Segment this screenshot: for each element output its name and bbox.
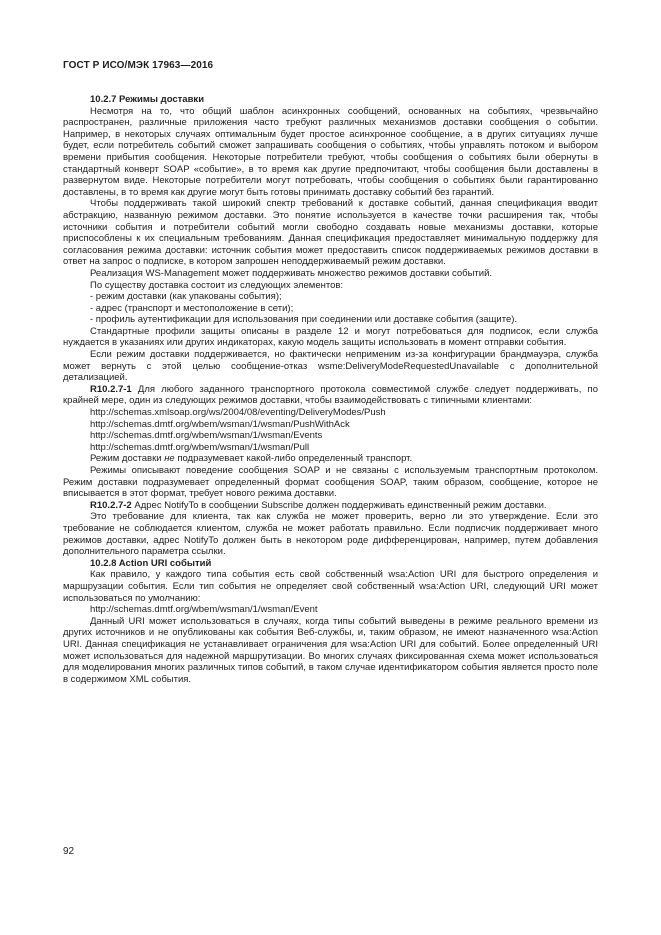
paragraph: Стандартные профили защиты описаны в разделе 12 и могут потребоваться для подписок, если служба нуждается в указаниях или других индикаторах, какую модель защиты использовать в момент отправки события. — [63, 325, 598, 349]
list-item: - профиль аутентификации для использования при соединении или доставке события (защите). — [90, 314, 518, 326]
page-number: 92 — [63, 846, 75, 857]
url-line: http://schemas.dmtf.org/wbem/wsman/1/wsman/Event — [90, 604, 318, 616]
requirement-text: Для любого заданного транспортного протокола совместимой службе следует поддерживать, по крайней мере, один из следующих режимов доставки, чтобы взаимодействовать с типичными клиентами: — [63, 383, 598, 407]
requirement-paragraph — [63, 500, 598, 512]
paragraph: По существу доставка состоит из следующих элементов: — [90, 279, 344, 291]
url-line: http://schemas.xmlsoap.org/ws/2004/08/eventing/DeliveryModes/Push — [90, 407, 386, 419]
paragraph: Это требование для клиента, так как служба не может проверить, верно ли это утверждение. Если это требование не соблюдается клиентом, служба не может работать правильно. Если подписчик поддерживает много режимов доставки, адрес NotifyTo должен быть в некотором роде дифференцирован, например, путем добавления дополнительного параметра ссылки. — [63, 511, 598, 558]
document-header: ГОСТ Р ИСО/МЭК 17963—2016 — [63, 60, 214, 71]
requirement-label: R10.2.7-2 — [90, 499, 132, 511]
paragraph: Если режим доставки поддерживается, но фактически неприменим из-за конфигурации брандмауэра, служба может вернуть с этой целью сообщение-отказ wsme:DeliveryModeRequestedUnavailable с дополнительной детализацией. — [63, 349, 598, 384]
url-line: http://schemas.dmtf.org/wbem/wsman/1/wsman/Pull — [90, 441, 310, 453]
text-run: подразумевает какой-либо определенный транспорт. — [174, 453, 413, 465]
paragraph: Чтобы поддерживать такой широкий спектр требований к доставке событий, данная спецификация вводит абстракцию, названную режимом доставки. Это понятие используется в качестве точки расширения так, чтобы источники события и потребители событий могли свободно создавать новые механизмы доставки, которые приспособлены к их специальным требованиям. Данная спецификация предоставляет минимальную поддержку для согласования режима доставки: источник события может предоставить список поддерживаемых режимов доставки в ответ на запрос о подписке, в котором запрошен неподдерживаемый режим доставки. — [63, 198, 598, 268]
paragraph: Как правило, у каждого типа события есть свой собственный wsa:Action URI для быстрого определения и маршрузации события. Если тип события не определяет свой собственный wsa:Action URI, следующий URI может использоваться по умолчанию: — [63, 569, 598, 604]
requirement-text: Адрес NotifyTo в сообщении Subscribe должен поддерживать единственный режим доставки. — [131, 499, 547, 511]
section-heading-10-2-8: 10.2.8 Action URI событий — [90, 557, 212, 569]
section-heading-10-2-7: 10.2.7 Режимы доставки — [90, 94, 205, 105]
list-item: - режим доставки (как упакованы события); — [90, 291, 282, 303]
requirement-label: R10.2.7-1 — [90, 383, 132, 395]
paragraph: Данный URI может использоваться в случаях, когда типы событий выведены в режиме реального времени из других источников и не опубликованы как события Веб-службы, и, таким образом, не имеют назначенного wsa:Action URI. Данная спецификация не устанавливает ограничения для wsa:Action URI для событий. Более определенный URI может использоваться для надежной маршрутизации. Во многих случаях фиксированная схема может использоваться для моделирования многих различных типов событий, в таком случае идентификатором события является просто поле в содержимом XML события. — [63, 615, 598, 685]
text-run: Режим доставки — [90, 453, 165, 465]
url-line: http://schemas.dmtf.org/wbem/wsman/1/wsman/Events — [90, 430, 323, 442]
paragraph: Несмотря на то, что общий шаблон асинхронных сообщений, основанных на событиях, чрезвычайно распространен, различные приложения часто требуют различных механизмов доставки сообщения о событии. Например, в некоторых случаях оптимальным будет простое асинхронное сообщение, а в других ситуациях лучше будет, если потребитель событий сможет запрашивать сообщения о событиях, чтобы управлять потоком и выбором времени прибытия сообщения. Некоторые потребители требуют, чтобы сообщения о событиях были обернуты в стандартный конверт SOAP «событие», в то время как другие предпочитают, чтобы сообщения были доставлены в развернутом виде. Некоторые потребители могут потребовать, чтобы сообщения о событиях были гарантированно доставлены, в то время как другие могут быть готовы принимать доставку событий без гарантий. — [63, 105, 598, 198]
requirement-paragraph — [63, 384, 598, 407]
paragraph — [63, 453, 598, 465]
emphasis: не — [164, 453, 175, 465]
page-body — [63, 94, 598, 685]
url-line: http://schemas.dmtf.org/wbem/wsman/1/wsman/PushWithAck — [90, 418, 350, 430]
list-item: - адрес (транспорт и местоположение в сети); — [90, 302, 294, 314]
paragraph: Режимы описывают поведение сообщения SOAP и не связаны с используемым транспортным протоколом. Режим доставки подразумевает определенный формат сообщения SOAP, таким образом, сообщение, которое не вписывается в этот формат, требует нового режима доставки. — [63, 465, 598, 500]
paragraph: Реализация WS-Management может поддерживать множество режимов доставки событий. — [90, 267, 493, 279]
